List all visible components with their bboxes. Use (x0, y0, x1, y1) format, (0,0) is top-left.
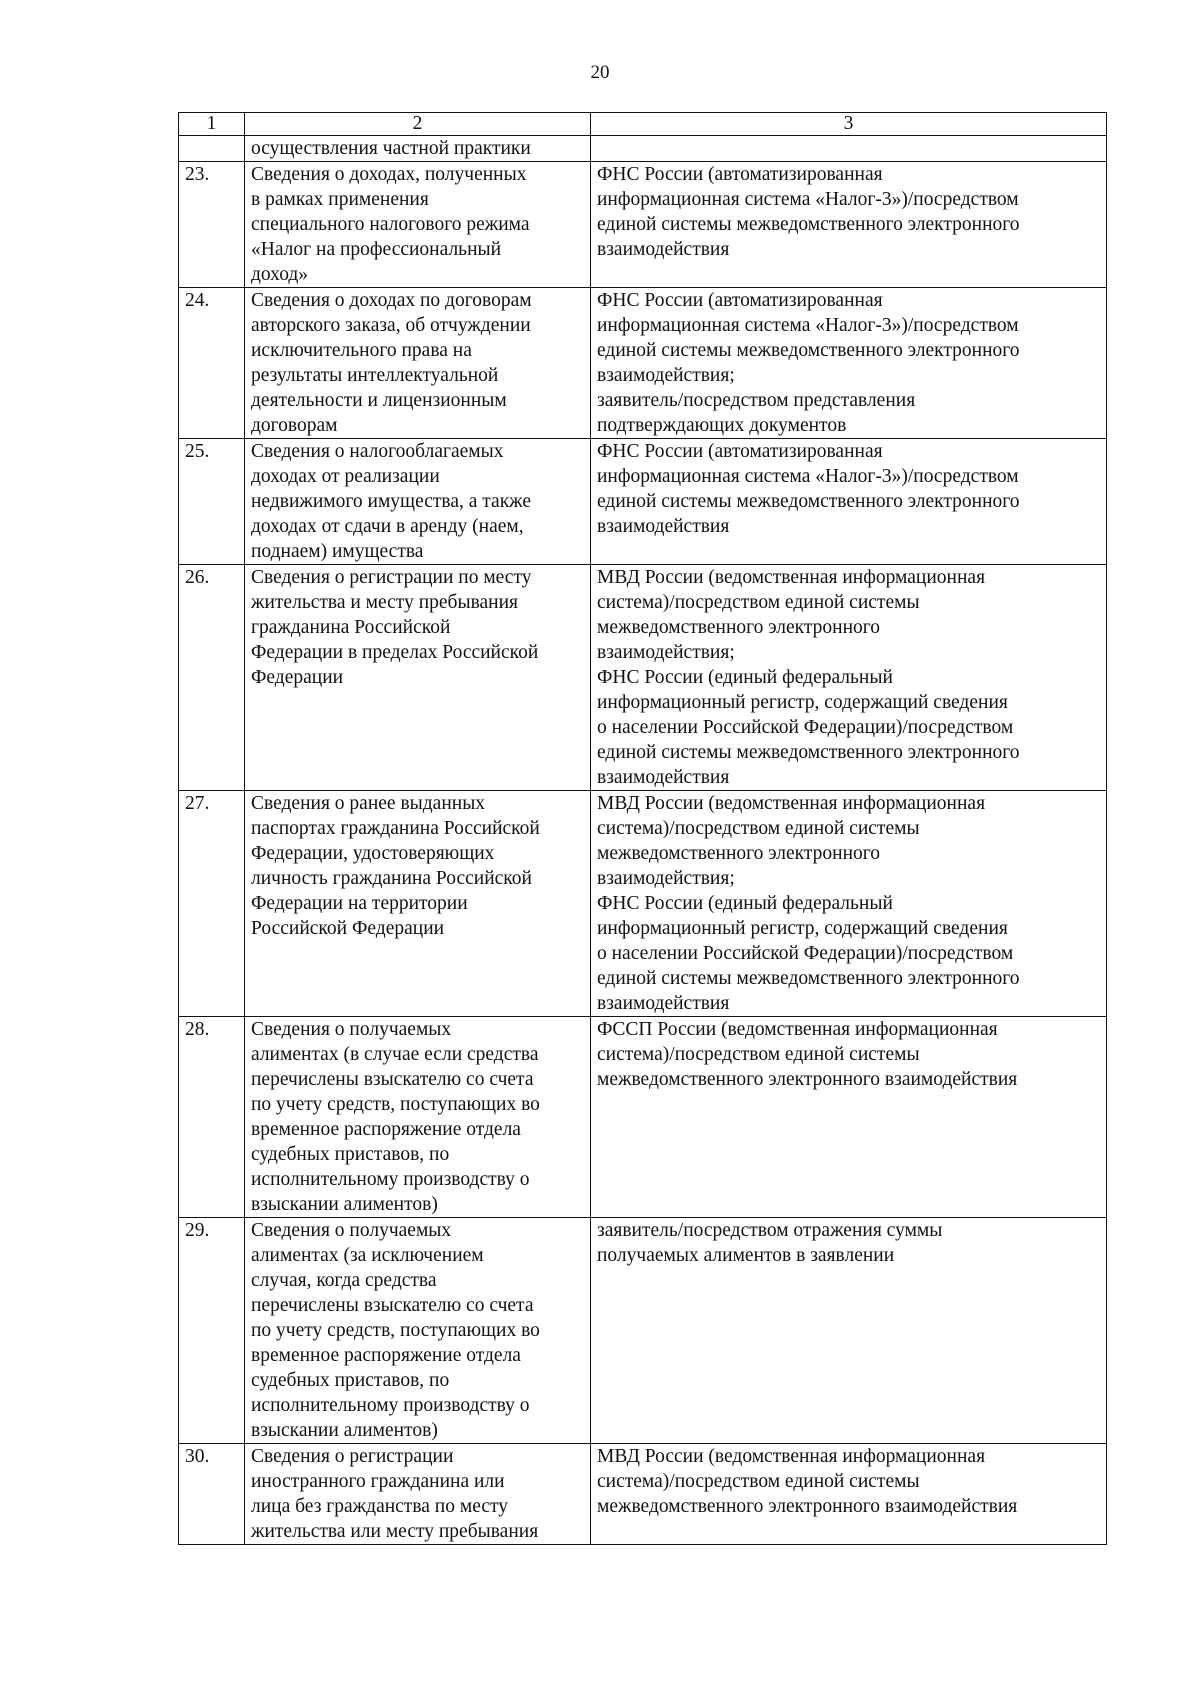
text-line: информационная система «Налог-3»)/посредством (597, 466, 1019, 487)
header-col-3: 3 (591, 113, 1107, 136)
text-line: межведомственного электронного (597, 843, 881, 864)
text-line: МВД России (ведомственная информационная (597, 1446, 986, 1467)
header-col-1: 1 (179, 113, 245, 136)
text-line: личность гражданина Российской (251, 868, 532, 889)
table-row (179, 1017, 1107, 1218)
text-line: алиментах (в случае если средства (251, 1044, 539, 1065)
text-line: ФНС России (единый федеральный (597, 667, 893, 688)
text-line: Российской Федерации (251, 918, 445, 939)
information-source (591, 162, 1107, 288)
text-line: межведомственного электронного (597, 617, 881, 638)
table-header-row (179, 113, 1107, 136)
text-line: ФНС России (единый федеральный (597, 893, 893, 914)
services-table (178, 112, 1107, 1545)
text-line: временное распоряжение отдела (251, 1345, 521, 1366)
information-type (245, 1444, 591, 1545)
information-source (591, 565, 1107, 791)
text-line: случая, когда средства (251, 1270, 437, 1291)
row-number (179, 136, 245, 162)
information-type (245, 162, 591, 288)
text-line: доход» (251, 264, 309, 285)
page-number: 20 (590, 62, 610, 83)
text-line: взаимодействия; (597, 642, 735, 663)
text-line: Сведения о ранее выданных (251, 793, 486, 814)
text-line: алиментах (за исключением (251, 1245, 484, 1266)
information-source (591, 439, 1107, 565)
text-line: судебных приставов, по (251, 1370, 450, 1391)
text-line: подтверждающих документов (597, 415, 847, 436)
text-line: взыскании алиментов) (251, 1420, 438, 1441)
table-body (179, 136, 1107, 1545)
text-line: недвижимого имущества, а также (251, 491, 532, 512)
continuation-row (179, 136, 1107, 162)
text-line: информационная система «Налог-3»)/посредством (597, 315, 1019, 336)
text-line: система)/посредством единой системы (597, 818, 920, 839)
text-line: информационный регистр, содержащий сведения (597, 692, 1008, 713)
table-row (179, 439, 1107, 565)
information-source (591, 1218, 1107, 1444)
information-source (591, 136, 1107, 162)
text-line: ФНС России (автоматизированная (597, 441, 883, 462)
text-line: взаимодействия; (597, 868, 735, 889)
text-line: жительства и месту пребывания (251, 592, 519, 613)
text-line: взаимодействия (597, 516, 730, 537)
information-type (245, 136, 591, 162)
row-number: 25. (179, 439, 245, 565)
text-line: судебных приставов, по (251, 1144, 450, 1165)
text-line: в рамках применения (251, 189, 429, 210)
text-line: единой системы межведомственного электронного (597, 491, 1020, 512)
information-type (245, 565, 591, 791)
text-line: информационная система «Налог-3»)/посредством (597, 189, 1019, 210)
text-line: информационный регистр, содержащий сведения (597, 918, 1008, 939)
text-line: межведомственного электронного взаимодействия (597, 1069, 1018, 1090)
text-line: по учету средств, поступающих во (251, 1320, 540, 1341)
text-line: заявитель/посредством представления (597, 390, 916, 411)
text-line: взаимодействия (597, 767, 730, 788)
text-line: исполнительному производству о (251, 1395, 530, 1416)
text-line: Сведения о налогооблагаемых (251, 441, 504, 462)
text-line: исключительного права на (251, 340, 472, 361)
text-line: перечислены взыскателю со счета (251, 1295, 534, 1316)
text-line: деятельности и лицензионным (251, 390, 507, 411)
information-type (245, 791, 591, 1017)
table-row (179, 288, 1107, 439)
text-line: доходах от реализации (251, 466, 440, 487)
text-line: доходах от сдачи в аренду (наем, (251, 516, 524, 537)
information-source (591, 288, 1107, 439)
row-number: 24. (179, 288, 245, 439)
text-line: ФССП России (ведомственная информационная (597, 1019, 998, 1040)
text-line: система)/посредством единой системы (597, 1044, 920, 1065)
information-source (591, 1444, 1107, 1545)
table-row (179, 565, 1107, 791)
text-line: исполнительному производству о (251, 1169, 530, 1190)
text-line: Сведения о получаемых (251, 1220, 452, 1241)
text-line: лица без гражданства по месту (251, 1496, 509, 1517)
text-line: Федерации (251, 667, 344, 688)
information-source (591, 791, 1107, 1017)
text-line: Федерации в пределах Российской (251, 642, 539, 663)
text-line: МВД России (ведомственная информационная (597, 793, 986, 814)
text-line: взаимодействия; (597, 365, 735, 386)
table-row (179, 1444, 1107, 1545)
table-row (179, 162, 1107, 288)
text-line: единой системы межведомственного электронного (597, 340, 1020, 361)
text-line: система)/посредством единой системы (597, 1471, 920, 1492)
row-number: 26. (179, 565, 245, 791)
table-row (179, 1218, 1107, 1444)
information-source (591, 1017, 1107, 1218)
row-number: 28. (179, 1017, 245, 1218)
text-line: специального налогового режима (251, 214, 530, 235)
information-type (245, 1218, 591, 1444)
text-line: договорам (251, 415, 338, 436)
text-line: поднаем) имущества (251, 541, 424, 562)
text-line: паспортах гражданина Российской (251, 818, 540, 839)
text-line: МВД России (ведомственная информационная (597, 567, 986, 588)
text-line: получаемых алиментов в заявлении (597, 1245, 895, 1266)
text-line: о населении Российской Федерации)/посредством (597, 943, 1014, 964)
text-line: жительства или месту пребывания (251, 1521, 539, 1542)
text-line: ФНС России (автоматизированная (597, 164, 883, 185)
information-type (245, 288, 591, 439)
text-line: Сведения о доходах, полученных (251, 164, 527, 185)
text-line: иностранного гражданина или (251, 1471, 505, 1492)
row-number: 29. (179, 1218, 245, 1444)
text-line: о населении Российской Федерации)/посредством (597, 717, 1014, 738)
text-line: перечислены взыскателю со счета (251, 1069, 534, 1090)
text-line: единой системы межведомственного электронного (597, 214, 1020, 235)
header-col-2: 2 (245, 113, 591, 136)
text-line: Федерации, удостоверяющих (251, 843, 495, 864)
text-line: Сведения о получаемых (251, 1019, 452, 1040)
text-line: взаимодействия (597, 239, 730, 260)
text-line: результаты интеллектуальной (251, 365, 499, 386)
row-number: 27. (179, 791, 245, 1017)
information-type (245, 1017, 591, 1218)
text-line: взыскании алиментов) (251, 1194, 438, 1215)
text-line: Сведения о регистрации по месту (251, 567, 532, 588)
text-line: авторского заказа, об отчуждении (251, 315, 531, 336)
text-line: Сведения о регистрации (251, 1446, 454, 1467)
text-line: осуществления частной практики (251, 138, 531, 159)
information-type (245, 439, 591, 565)
text-line: временное распоряжение отдела (251, 1119, 521, 1140)
text-line: Сведения о доходах по договорам (251, 290, 532, 311)
text-line: межведомственного электронного взаимодействия (597, 1496, 1018, 1517)
text-line: ФНС России (автоматизированная (597, 290, 883, 311)
table-row (179, 791, 1107, 1017)
row-number: 30. (179, 1444, 245, 1545)
text-line: заявитель/посредством отражения суммы (597, 1220, 943, 1241)
text-line: единой системы межведомственного электронного (597, 968, 1020, 989)
text-line: единой системы межведомственного электронного (597, 742, 1020, 763)
text-line: Федерации на территории (251, 893, 468, 914)
row-number: 23. (179, 162, 245, 288)
text-line: система)/посредством единой системы (597, 592, 920, 613)
text-line: «Налог на профессиональный (251, 239, 502, 260)
text-line: гражданина Российской (251, 617, 451, 638)
text-line: по учету средств, поступающих во (251, 1094, 540, 1115)
text-line: взаимодействия (597, 993, 730, 1014)
